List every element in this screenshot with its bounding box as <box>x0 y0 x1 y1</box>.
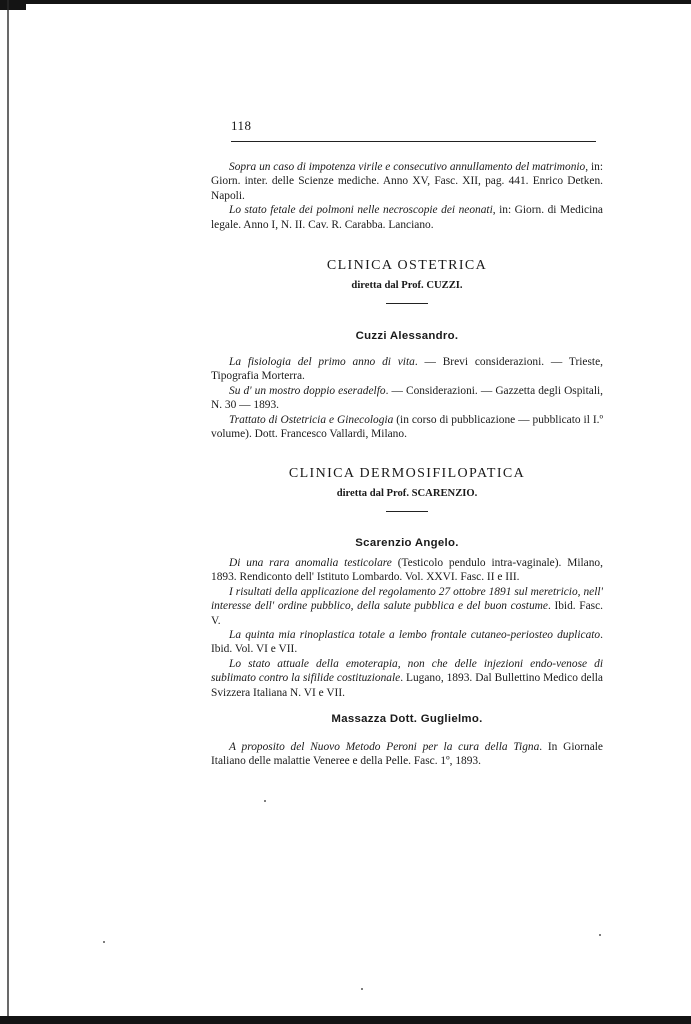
entry-title: Sopra un caso di impotenza virile e consecutivo annullamento del matrimonio <box>229 161 586 173</box>
scan-edge-left <box>7 0 9 1024</box>
entry-title: Di una rara anomalia testicolare <box>229 557 392 569</box>
entry-title: A proposito del Nuovo Metodo Peroni per la cura della Tigna <box>229 741 540 753</box>
entry-title: I risultati della applicazione del regolamento 27 ottobre 1891 sul meretricio, nell' interesse dell' ordine pubblico, della salute pubblica e del buon costume <box>211 585 603 613</box>
scan-edge-bottom <box>0 1016 691 1024</box>
section-rule <box>386 511 428 512</box>
entry-details: (in corso di pubblicazione — pubblicato il I.º volume). Dott. Francesco Vallardi, Milano. <box>211 413 603 441</box>
entry-details: . Ibid. Vol. VI e VII. <box>211 629 603 656</box>
section-director: diretta dal Prof. CUZZI. <box>351 280 463 291</box>
bibliography-entry <box>211 556 603 585</box>
section-entries <box>211 740 603 769</box>
author-heading: Massazza Dott. Guglielmo. <box>331 713 483 725</box>
bibliography-entry <box>211 355 603 384</box>
entry-details: . Ibid. Fasc. V. <box>211 600 604 627</box>
entry-details: , in: Giorn. inter. delle Scienze mediche. Anno XV, Fasc. XII, pag. 441. Enrico Detken. Napoli. <box>211 161 603 202</box>
section-title: CLINICA DERMOSIFILOPATICA <box>288 466 526 481</box>
entry-title: La quinta mia rinoplastica totale a lembo frontale cutaneo-periosteo duplicato <box>229 629 601 642</box>
bibliography-entry <box>211 384 603 413</box>
intro-entries <box>211 160 603 232</box>
entry-title: Su d' un mostro doppio eseradelfo <box>229 384 386 397</box>
entry-details: . — Considerazioni. — Gazzetta degli Ospitali, N. 30 — 1893. <box>211 384 603 412</box>
scan-speck <box>103 941 105 943</box>
section-title: CLINICA OSTETRICA <box>326 258 488 273</box>
entry-title: Lo stato attuale della emoterapia, non che delle injezioni endo-venose di sublimato contro la sifilide costituzionale <box>211 657 603 685</box>
entry-title: La fisiologia del primo anno di vita <box>229 356 415 368</box>
scan-speck <box>264 800 266 802</box>
bibliography-entry <box>211 413 603 442</box>
section-rule <box>386 303 428 304</box>
scan-corner <box>0 0 26 10</box>
bibliography-entry <box>211 628 603 657</box>
page-number: 118 <box>231 118 252 133</box>
header-rule <box>231 141 596 142</box>
entry-details: , in: Giorn. di Medicina legale. Anno I, N. II. Cav. R. Carabba. Lanciano. <box>211 204 603 231</box>
author-heading: Cuzzi Alessandro. <box>355 330 459 342</box>
entry-details: . Lugano, 1893. Dal Bullettino Medico della Svizzera Italiana N. VI e VII. <box>211 672 603 699</box>
bibliography-entry <box>211 585 603 628</box>
section-entries <box>211 355 603 441</box>
author-heading: Scarenzio Angelo. <box>355 537 459 549</box>
bibliography-entry <box>211 160 603 203</box>
entry-title: Lo stato fetale dei polmoni nelle necroscopie dei neonati <box>229 204 493 217</box>
entry-title: Trattato di Ostetricia e Ginecologia <box>229 413 394 426</box>
bibliography-entry <box>211 203 603 232</box>
entry-details: . In Giornale Italiano delle malattie Veneree e della Pelle. Fasc. 1º, 1893. <box>211 741 603 768</box>
section-entries <box>211 556 603 700</box>
scan-speck <box>361 988 363 990</box>
entry-details: (Testicolo pendulo intra-vaginale). Milano, 1893. Rendiconto dell' Istituto Lombardo. Vol. XXVI. Fasc. II e III. <box>211 557 603 584</box>
bibliography-entry <box>211 740 603 769</box>
bibliography-entry <box>211 657 603 700</box>
scan-edge-top <box>0 0 691 4</box>
section-director: diretta dal Prof. SCARENZIO. <box>336 488 478 499</box>
entry-details: . — Brevi considerazioni. — Trieste, Tipografia Morterra. <box>211 356 603 383</box>
scan-speck <box>599 934 601 936</box>
